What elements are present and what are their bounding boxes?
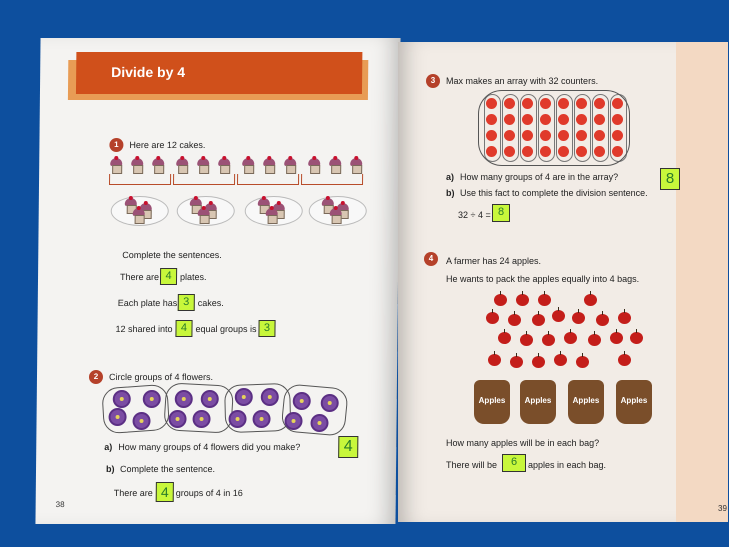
page-title: Divide by 4 [111, 64, 186, 80]
q3-b-text: Use this fact to complete the division sentence. [460, 188, 648, 198]
counter-icon [540, 130, 551, 141]
answer-box-plates[interactable]: 4 [160, 268, 177, 285]
apple-icon [564, 332, 577, 344]
page-number-left: 38 [55, 500, 65, 509]
apple-icon [572, 312, 585, 324]
q3-b-label: b) [446, 188, 455, 198]
q4-prompt-1: A farmer has 24 apples. [446, 256, 542, 266]
bag-label: Apples [478, 396, 506, 405]
right-page [398, 42, 728, 522]
q3-a-label: a) [446, 172, 455, 182]
counter-icon [522, 130, 533, 141]
counter-icon [486, 146, 497, 157]
apple-icon [538, 294, 551, 306]
flower-icon [237, 390, 251, 404]
flower-icon [230, 412, 244, 426]
apple-icon [532, 314, 545, 326]
cupcake-icon [307, 158, 321, 172]
q3-a-text: How many groups of 4 are in the array? [460, 172, 619, 182]
flower-icon [111, 410, 125, 424]
counter-icon [558, 146, 569, 157]
flower-icon [177, 392, 191, 406]
apple-icon [610, 332, 623, 344]
flower-icon [286, 414, 300, 428]
flower-icon [263, 390, 277, 404]
q4-prompt-2: He wants to pack the apples equally into 4 bags. [446, 274, 640, 284]
counter-icon [486, 98, 497, 109]
apple-icon [552, 310, 565, 322]
apple-bag-icon [568, 380, 604, 424]
flower-icon [145, 392, 159, 406]
title-banner [76, 52, 362, 94]
apple-bag-icon [520, 380, 556, 424]
q1-s1-after: plates. [179, 272, 207, 282]
answer-box-apples[interactable]: 6 [502, 454, 526, 472]
apple-icon [486, 312, 499, 324]
q3-equation: 32 ÷ 4 = [458, 210, 491, 220]
counter-icon [504, 146, 515, 157]
page-edge-tint [676, 42, 728, 522]
q3-prompt: Max makes an array with 32 counters. [446, 76, 599, 86]
question-number-2: 2 [89, 370, 103, 384]
cupcake-icon [196, 158, 210, 172]
counter-icon [576, 146, 587, 157]
bag-label: Apples [524, 396, 552, 405]
flower-icon [115, 392, 129, 406]
apple-bag-icon [474, 380, 510, 424]
left-page [35, 38, 400, 524]
q2-b-label: b) [105, 464, 115, 474]
cupcake-icon [151, 158, 165, 172]
flower-icon [203, 392, 217, 406]
q2-a-text: How many groups of 4 flowers did you make? [118, 442, 301, 452]
counter-icon [612, 98, 623, 109]
answer-box-array-groups[interactable]: 8 [660, 168, 680, 190]
page-number-right: 39 [718, 504, 727, 513]
counter-icon [486, 130, 497, 141]
question-number-1: 1 [109, 138, 123, 152]
counter-icon [558, 114, 569, 125]
flower-icon [312, 416, 326, 430]
counter-icon [540, 146, 551, 157]
flower-icon [295, 394, 309, 408]
counter-icon [486, 114, 497, 125]
counter-icon [504, 114, 515, 125]
counter-icon [594, 146, 605, 157]
q2-prompt: Circle groups of 4 flowers. [108, 372, 214, 382]
bag-label: Apples [572, 396, 600, 405]
group-bracket-arrow [237, 174, 299, 185]
apple-icon [498, 332, 511, 344]
cupcake-icon [109, 158, 123, 172]
flower-circle-group [163, 382, 234, 433]
counter-icon [504, 130, 515, 141]
counter-icon [594, 98, 605, 109]
apple-icon [516, 294, 529, 306]
counter-icon [594, 114, 605, 125]
cupcake-icon [175, 158, 189, 172]
answer-box-groups-of-4[interactable]: 4 [156, 482, 174, 502]
apple-icon [510, 356, 523, 368]
q1-s2-before: Each plate has [117, 298, 178, 308]
cupcake-icon [283, 158, 297, 172]
apple-icon [596, 314, 609, 326]
apple-icon [618, 354, 631, 366]
apple-icon [494, 294, 507, 306]
q1-instruction: Complete the sentences. [122, 250, 222, 260]
cupcake-icon [132, 208, 146, 222]
array-outline [478, 90, 630, 166]
apple-icon [520, 334, 533, 346]
counter-icon [612, 114, 623, 125]
q1-s3-before: 12 shared into [115, 324, 173, 334]
cupcake-icon [217, 158, 231, 172]
cupcake-icon [265, 208, 279, 222]
cupcake-icon [329, 208, 343, 222]
counter-icon [558, 98, 569, 109]
apple-icon [488, 354, 501, 366]
counter-icon [522, 98, 533, 109]
counter-icon [612, 146, 623, 157]
group-bracket-arrow [173, 174, 235, 185]
flower-icon [254, 412, 268, 426]
counter-icon [522, 114, 533, 125]
q1-s1-before: There are [119, 272, 160, 282]
q4-answer-before: There will be [446, 460, 498, 470]
question-number-3: 3 [426, 74, 440, 88]
flower-icon [323, 396, 337, 410]
q1-prompt: Here are 12 cakes. [129, 140, 206, 150]
cupcake-icon [197, 208, 211, 222]
counter-icon [522, 146, 533, 157]
apple-icon [554, 354, 567, 366]
counter-icon [540, 114, 551, 125]
apple-icon [630, 332, 643, 344]
apple-icon [532, 356, 545, 368]
cupcake-icon [328, 158, 342, 172]
answer-box-flower-groups[interactable]: 4 [338, 436, 358, 458]
cupcake-icon [262, 158, 276, 172]
question-number-4: 4 [424, 252, 438, 266]
group-bracket-arrow [109, 174, 171, 185]
open-workbook [38, 38, 728, 524]
q2-a-label: a) [104, 442, 113, 452]
apple-icon [584, 294, 597, 306]
counter-icon [612, 130, 623, 141]
cupcake-icon [130, 158, 144, 172]
counter-icon [540, 98, 551, 109]
counter-icon [558, 130, 569, 141]
answer-box-share[interactable]: 3 [258, 320, 275, 337]
cupcake-icon [349, 158, 363, 172]
flower-icon [194, 412, 208, 426]
flower-icon [170, 412, 184, 426]
q4-answer-after: apples in each bag. [528, 460, 607, 470]
apple-bag-icon [616, 380, 652, 424]
q1-s3-mid: equal groups is [195, 324, 257, 334]
q1-s2-after: cakes. [197, 298, 224, 308]
counter-icon [504, 98, 515, 109]
apple-icon [576, 356, 589, 368]
answer-box-groups[interactable]: 4 [175, 320, 192, 337]
cupcake-icon [241, 158, 255, 172]
apple-icon [588, 334, 601, 346]
flower-icon [134, 414, 148, 428]
q2-b-text: Complete the sentence. [119, 464, 216, 474]
group-bracket-arrow [301, 174, 363, 185]
q4-question: How many apples will be in each bag? [446, 438, 600, 448]
counter-icon [594, 130, 605, 141]
q2-b-before: There are [113, 488, 153, 498]
apple-icon [542, 334, 555, 346]
answer-box-division[interactable]: 8 [492, 204, 510, 222]
flower-circle-group [101, 384, 170, 434]
apple-icon [508, 314, 521, 326]
apple-icon [618, 312, 631, 324]
counter-icon [576, 114, 587, 125]
answer-box-cakes[interactable]: 3 [178, 294, 195, 311]
bag-label: Apples [620, 396, 648, 405]
counter-icon [576, 98, 587, 109]
q2-b-after: groups of 4 in 16 [175, 488, 243, 498]
counter-icon [576, 130, 587, 141]
